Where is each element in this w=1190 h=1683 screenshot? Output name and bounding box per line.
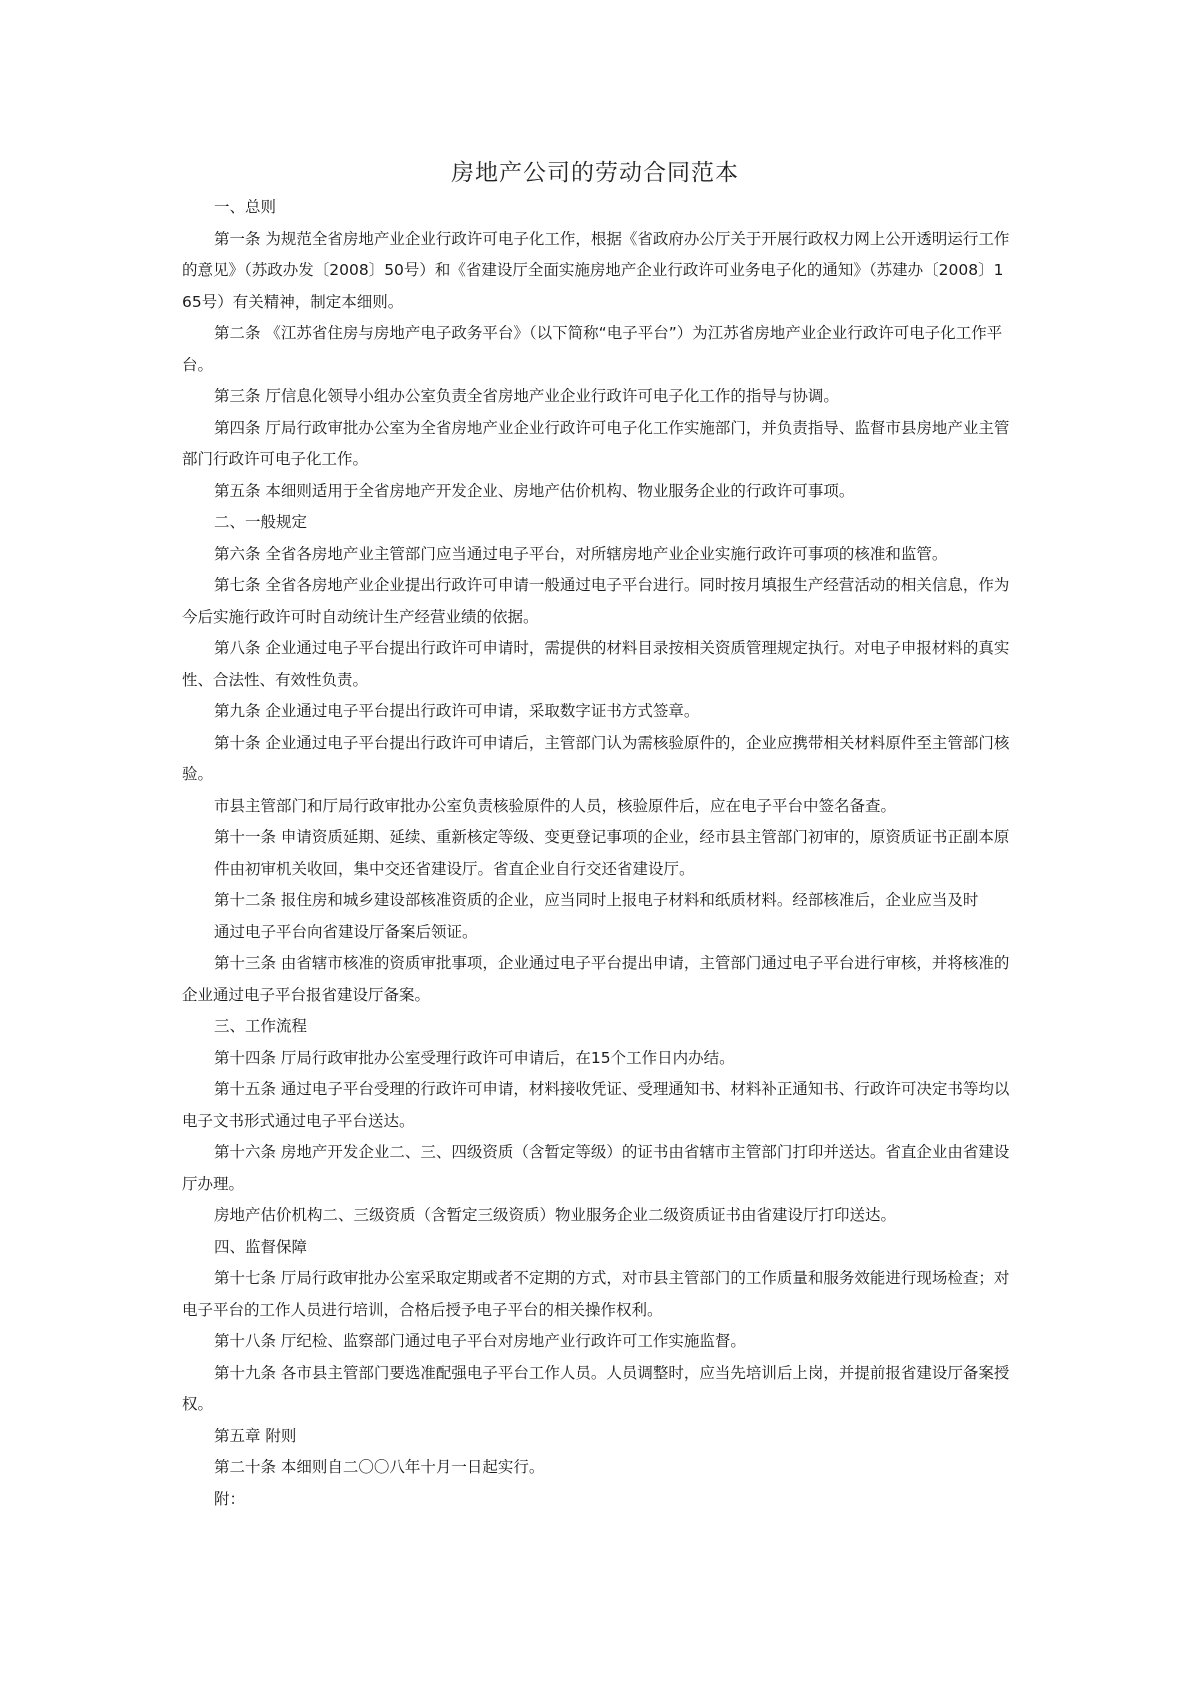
article-19: 第十九条 各市县主管部门要选准配强电子平台工作人员。人员调整时，应当先培训后上岗，并提前报省建设厅备案授权。 (182, 1363, 1010, 1413)
article-3: 第三条 厅信息化领导小组办公室负责全省房地产业企业行政许可电子化工作的指导与协调。 (214, 387, 839, 405)
article-13: 第十三条 由省辖市核准的资质审批事项，企业通过电子平台提出申请，主管部门通过电子平台进行审核，并将核准的企业通过电子平台报省建设厅备案。 (182, 954, 1010, 1004)
article-15: 第十五条 通过电子平台受理的行政许可申请，材料接收凭证、受理通知书、材料补正通知书、行政许可决定书等均以电子文书形式通过电子平台送达。 (182, 1080, 1010, 1130)
chapter-heading-supplementary: 第五章 附则 (214, 1426, 297, 1445)
section-heading-workflow: 三、工作流程 (214, 1017, 308, 1035)
article-16-supplement: 房地产估价机构二、三级资质（含暂定三级资质）物业服务企业二级资质证书由省建设厅打印送达。 (214, 1206, 897, 1224)
document-title: 房地产公司的劳动合同范本 (451, 160, 739, 186)
article-10: 第十条 企业通过电子平台提出行政许可申请后，主管部门认为需核验原件的，企业应携带相关材料原件至主管部门核验。 (182, 733, 1010, 783)
section-heading-general-rules: 二、一般规定 (214, 513, 308, 531)
article-18: 第十八条 厅纪检、监察部门通过电子平台对房地产业行政许可工作实施监督。 (214, 1332, 746, 1350)
article-1: 第一条 为规范全省房地产业企业行政许可电子化工作，根据《省政府办公厅关于开展行政权力网上公开透明运行工作的意见》（苏政办发〔2008〕50号）和《省建设厅全面实施房地产企业行政许可业务电子化的通知》（苏建办〔2008〕165号）有关精神，制定本细则。 (182, 229, 1010, 311)
article-16: 第十六条 房地产开发企业二、三、四级资质（含暂定等级）的证书由省辖市主管部门打印并送达。省直企业由省建设厅办理。 (182, 1143, 1010, 1193)
article-4: 第四条 厅局行政审批办公室为全省房地产业企业行政许可电子化工作实施部门，并负责指导、监督市县房地产业主管部门行政许可电子化工作。 (182, 418, 1010, 468)
article-7: 第七条 全省各房地产业企业提出行政许可申请一般通过电子平台进行。同时按月填报生产经营活动的相关信息，作为今后实施行政许可时自动统计生产经营业绩的依据。 (182, 576, 1010, 626)
article-5: 第五条 本细则适用于全省房地产开发企业、房地产估价机构、物业服务企业的行政许可事项。 (214, 481, 855, 500)
article-17: 第十七条 厅局行政审批办公室采取定期或者不定期的方式，对市县主管部门的工作质量和服务效能进行现场检查；对电子平台的工作人员进行培训，合格后授予电子平台的相关操作权利。 (182, 1269, 1010, 1319)
section-heading-general: 一、总则 (214, 198, 277, 216)
article-20: 第二十条 本细则自二〇〇八年十月一日起实行。 (214, 1458, 545, 1476)
article-11: 第十一条 申请资质延期、延续、重新核定等级、变更登记事项的企业，经市县主管部门初审的，原资质证书正副本原 (214, 828, 1010, 846)
article-6: 第六条 全省各房地产业主管部门应当通过电子平台，对所辖房地产业企业实施行政许可事项的核准和监管。 (214, 544, 948, 563)
article-11-continued: 件由初审机关收回，集中交还省建设厅。省直企业自行交还省建设厅。 (214, 859, 695, 878)
section-heading-supervision: 四、监督保障 (214, 1237, 308, 1256)
article-9: 第九条 企业通过电子平台提出行政许可申请，采取数字证书方式签章。 (214, 702, 700, 720)
article-12: 第十二条 报住房和城乡建设部核准资质的企业，应当同时上报电子材料和纸质材料。经部核准后，企业应当及时 (214, 891, 979, 909)
article-8: 第八条 企业通过电子平台提出行政许可申请时，需提供的材料目录按相关资质管理规定执行。对电子申报材料的真实性、合法性、有效性负责。 (182, 639, 1010, 689)
article-10-supplement: 市县主管部门和厅局行政审批办公室负责核验原件的人员，核验原件后，应在电子平台中签名备查。 (214, 796, 897, 815)
article-14: 第十四条 厅局行政审批办公室受理行政许可申请后，在15个工作日内办结。 (214, 1048, 735, 1067)
article-2: 第二条 《江苏省住房与房地产电子政务平台》（以下简称“电子平台”）为江苏省房地产业企业行政许可电子化工作平台。 (182, 324, 1003, 374)
document-body (182, 192, 1012, 1515)
article-12-continued: 通过电子平台向省建设厅备案后领证。 (214, 922, 478, 941)
attachment-label: 附： (214, 1489, 246, 1508)
